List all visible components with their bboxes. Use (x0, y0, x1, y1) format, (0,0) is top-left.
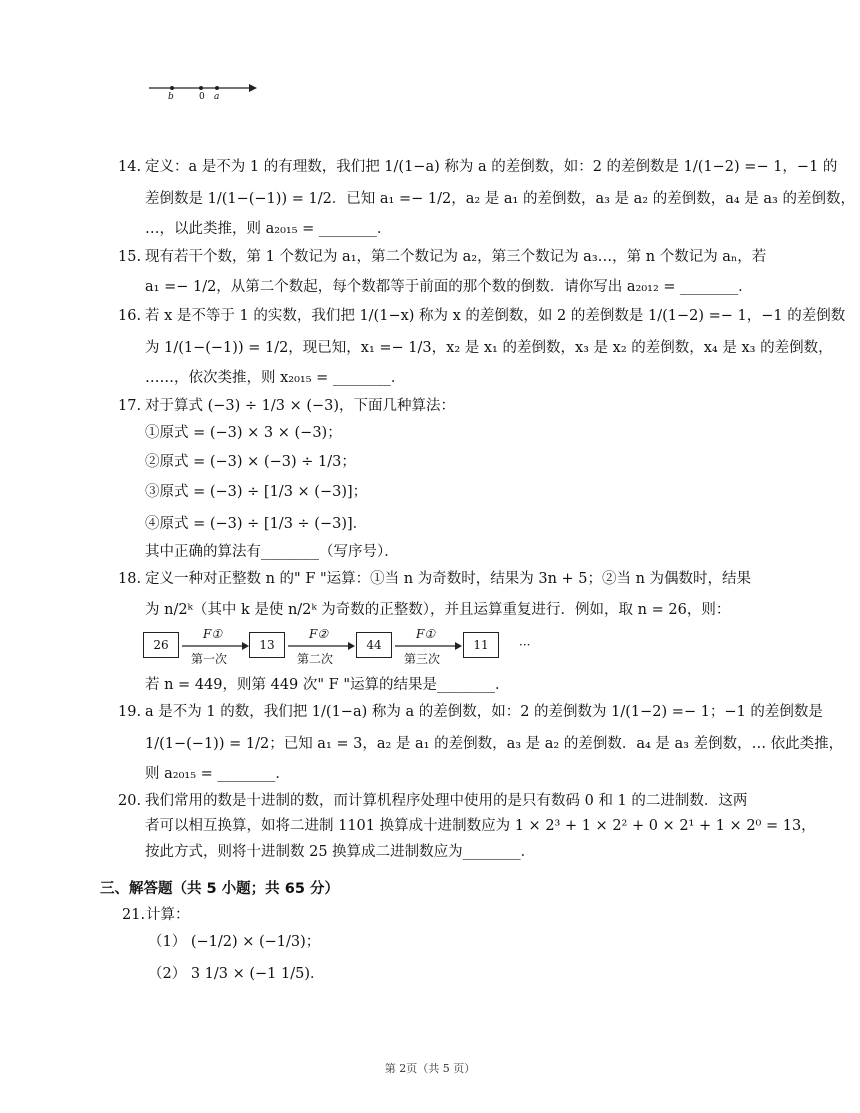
question-text-line: 若 n = 449，则第 449 次" F "运算的结果是________． (145, 677, 510, 693)
flow-box: 26 (143, 632, 179, 658)
page-footer: 第 2页（共 5 页） (384, 1062, 476, 1075)
number-line-label-a: a (214, 92, 220, 102)
arrow-label: F① (203, 627, 223, 641)
question-number: 15. (118, 249, 142, 265)
option-1: ①原式 = (−3) × 3 × (−3)； (145, 425, 342, 441)
question-text-line: 现有若干个数，第 1 个数记为 a₁，第二个数记为 a₂，第三个数记为 a₃…，第 n 个数记为 aₙ，若 (145, 249, 767, 265)
arrow-caption: 第二次 (297, 652, 334, 666)
question-text-line: 差倒数是 1/(1−(−1)) = 1/2．已知 a₁ =− 1/2，a₂ 是 a₁ 的差倒数，a₃ 是 a₂ 的差倒数，a₄ 是 a₃ 的差倒数， (145, 191, 855, 207)
question-text-line: 定义：a 是不为 1 的有理数，我们把 1/(1−a) 称为 a 的差倒数，如：2 的差倒数是 1/(1−2) =− 1，−1 的 (145, 159, 838, 175)
flow-box: 13 (249, 632, 285, 658)
flow-box: 11 (463, 632, 499, 658)
option-2: ②原式 = (−3) × (−3) ÷ 1/3； (145, 454, 356, 470)
question-text-line: 为 n/2ᵏ（其中 k 是使 n/2ᵏ 为奇数的正整数），并且运算重复进行．例如，取 n = 26，则： (145, 602, 731, 618)
question-number: 16. (118, 308, 142, 324)
question-text-line: 者可以相互换算，如将二进制 1101 换算成十进制数应为 1 × 2³ + 1 × 2² + 0 × 2¹ + 1 × 2⁰ = 13， (145, 818, 816, 834)
arrow-caption: 第三次 (404, 652, 441, 666)
question-text-line: a 是不为 1 的数，我们把 1/(1−a) 称为 a 的差倒数，如：2 的差倒数为 1/(1−2) =− 1；−1 的差倒数是 (145, 704, 823, 720)
question-number: 14. (118, 159, 142, 175)
question-text-line: 为 1/(1−(−1)) = 1/2，现已知，x₁ =− 1/3，x₂ 是 x₁ 的差倒数，x₃ 是 x₂ 的差倒数，x₄ 是 x₃ 的差倒数， (145, 340, 833, 356)
number-line-label-b: b (168, 92, 174, 102)
flow-box: 44 (356, 632, 392, 658)
arrow-caption: 第一次 (191, 652, 228, 666)
question-text-line: 按此方式，则将十进制数 25 换算成二进制数应为________． (145, 844, 536, 860)
option-4: ④原式 = (−3) ÷ [1/3 ÷ (−3)]． (145, 516, 368, 532)
question-text-line: 对于算式 (−3) ÷ 1/3 × (−3)，下面几种算法： (145, 398, 456, 414)
sub-question-2: （2） 3 1/3 × (−1 1/5)． (148, 966, 325, 982)
question-number: 21. (122, 907, 146, 923)
arrow-label: F① (416, 627, 436, 641)
question-text-line: 我们常用的数是十进制的数，而计算机程序处理中使用的是只有数码 0 和 1 的二进制数．这两 (145, 793, 748, 809)
sub-question-1: （1） (−1/2) × (−1/3)； (148, 934, 321, 950)
question-text-line: ……，依次类推，则 x₂₀₁₅ = ________． (145, 370, 406, 386)
arrow-label: F② (309, 627, 329, 641)
section-heading: 三、解答题（共 5 小题；共 65 分） (100, 881, 339, 897)
question-text-line: 1/(1−(−1)) = 1/2；已知 a₁ = 3，a₂ 是 a₁ 的差倒数，a₃ 是 a₂ 的差倒数．a₄ 是 a₃ 差倒数，… 依此类推， (145, 736, 844, 752)
question-number: 20. (118, 793, 142, 809)
question-text-line: 计算： (146, 907, 190, 923)
option-3: ③原式 = (−3) ÷ [1/3 × (−3)]； (145, 484, 368, 500)
flow-ellipsis: ··· (519, 638, 531, 652)
question-number: 17. (118, 398, 142, 414)
question-text-line: 若 x 是不等于 1 的实数，我们把 1/(1−x) 称为 x 的差倒数，如 2 的差倒数是 1/(1−2) =− 1，−1 的差倒数 (145, 308, 846, 324)
question-number: 19. (118, 704, 142, 720)
question-text-line: 则 a₂₀₁₅ = ________． (145, 766, 290, 782)
question-text-line: a₁ =− 1/2，从第二个数起，每个数都等于前面的那个数的倒数．请你写出 a₂₀₁₂ = ________． (145, 279, 753, 295)
number-line-label-zero: 0 (199, 92, 205, 102)
question-text-line: 其中正确的算法有________（写序号）． (145, 544, 399, 560)
question-number: 18. (118, 571, 142, 587)
question-text-line: 定义一种对正整数 n 的" F "运算：①当 n 为奇数时，结果为 3n + 5；②当 n 为偶数时，结果 (145, 571, 752, 587)
question-text-line: …，以此类推，则 a₂₀₁₅ = ________． (145, 221, 392, 237)
